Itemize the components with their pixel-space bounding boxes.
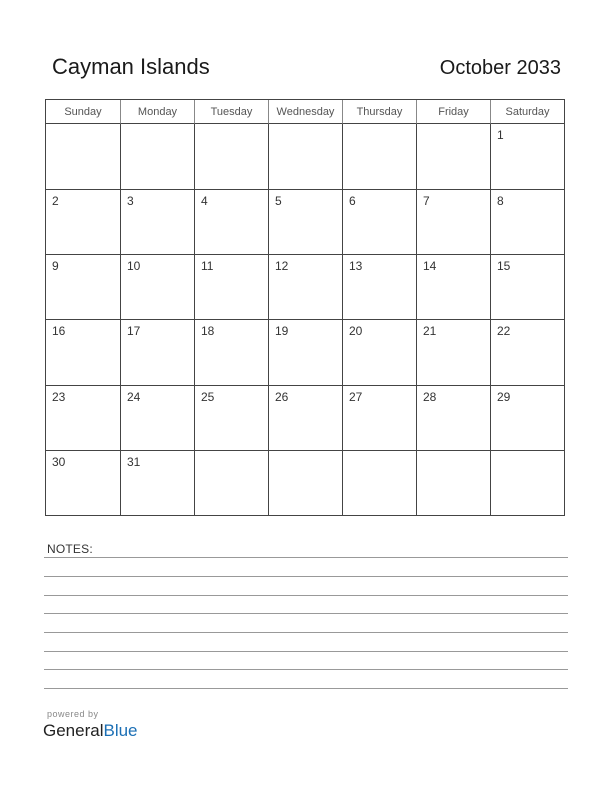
day-cell[interactable] [268,189,342,254]
brand-logo[interactable] [43,721,138,741]
day-cell[interactable] [268,385,342,450]
month-year-title: October 2033 [439,57,561,79]
day-cell[interactable] [268,319,342,384]
day-cell[interactable] [120,319,194,384]
day-number: 11 [201,259,214,274]
weekday-header-wednesday: Wednesday [268,100,342,124]
notes-line [44,557,568,558]
day-cell[interactable] [194,124,268,189]
day-cell[interactable] [416,319,490,384]
day-number: 2 [52,194,59,209]
day-number: 28 [423,389,437,404]
weekday-header-thursday: Thursday [342,100,416,124]
day-cell[interactable] [342,385,416,450]
day-number: 24 [127,389,141,404]
day-cell[interactable] [342,189,416,254]
day-cell[interactable] [416,189,490,254]
day-cell[interactable] [416,254,490,319]
notes-line [44,688,568,689]
day-cell[interactable] [46,254,120,319]
day-cell[interactable] [120,124,194,189]
day-cell[interactable] [342,450,416,515]
day-number: 3 [127,194,134,209]
day-cell[interactable] [416,450,490,515]
day-number: 18 [201,324,215,339]
powered-by-text: powered by [47,709,99,719]
weekday-header-saturday: Saturday [490,100,564,124]
day-cell[interactable] [268,254,342,319]
day-cell[interactable] [268,450,342,515]
notes-line [44,576,568,577]
day-number: 13 [349,259,363,274]
day-cell[interactable] [416,124,490,189]
day-number: 9 [52,259,59,274]
day-cell[interactable] [268,124,342,189]
day-number: 7 [423,194,430,209]
notes-label: NOTES: [47,542,93,556]
day-number: 20 [349,324,363,339]
day-cell[interactable] [46,189,120,254]
day-number: 22 [497,324,511,339]
day-cell[interactable] [342,124,416,189]
country-title: Cayman Islands [52,54,210,79]
day-cell[interactable] [416,385,490,450]
day-cell[interactable] [342,319,416,384]
day-number: 19 [275,324,289,339]
weekday-header-sunday: Sunday [46,100,120,124]
notes-line [44,595,568,596]
day-cell[interactable] [194,450,268,515]
day-cell[interactable] [194,385,268,450]
day-cell[interactable] [490,385,564,450]
day-number: 4 [201,194,208,209]
day-cell[interactable] [194,254,268,319]
weekday-header-tuesday: Tuesday [194,100,268,124]
calendar-grid [45,99,565,516]
day-cell[interactable] [46,319,120,384]
day-cell[interactable] [46,124,120,189]
day-cell[interactable] [46,385,120,450]
day-number: 29 [497,389,511,404]
day-number: 16 [52,324,66,339]
day-number: 17 [127,324,141,339]
day-number: 1 [497,128,504,142]
day-cell[interactable] [490,254,564,319]
day-number: 8 [497,194,504,209]
day-number: 6 [349,194,356,209]
notes-line [44,669,568,670]
day-number: 5 [275,194,282,209]
day-cell[interactable] [194,319,268,384]
day-number: 30 [52,454,66,469]
notes-line [44,613,568,614]
day-number: 25 [201,389,215,404]
day-number: 31 [127,454,141,469]
day-cell[interactable] [490,124,564,189]
day-number: 23 [52,389,66,404]
day-cell[interactable] [120,450,194,515]
day-cell[interactable] [342,254,416,319]
day-cell[interactable] [490,319,564,384]
notes-line [44,632,568,633]
brand-blue: Blue [103,721,138,740]
day-number: 15 [497,259,511,274]
day-cell[interactable] [120,385,194,450]
day-number: 14 [423,259,437,274]
day-cell[interactable] [120,254,194,319]
day-cell[interactable] [46,450,120,515]
day-cell[interactable] [490,450,564,515]
notes-line [44,651,568,652]
day-cell[interactable] [194,189,268,254]
day-cell[interactable] [490,189,564,254]
day-number: 21 [423,324,437,339]
weekday-header-monday: Monday [120,100,194,124]
day-number: 26 [275,389,289,404]
day-number: 27 [349,389,363,404]
day-number: 10 [127,259,141,274]
weekday-header-friday: Friday [416,100,490,124]
day-cell[interactable] [120,189,194,254]
day-number: 12 [275,259,289,274]
brand-general: General [43,721,104,740]
